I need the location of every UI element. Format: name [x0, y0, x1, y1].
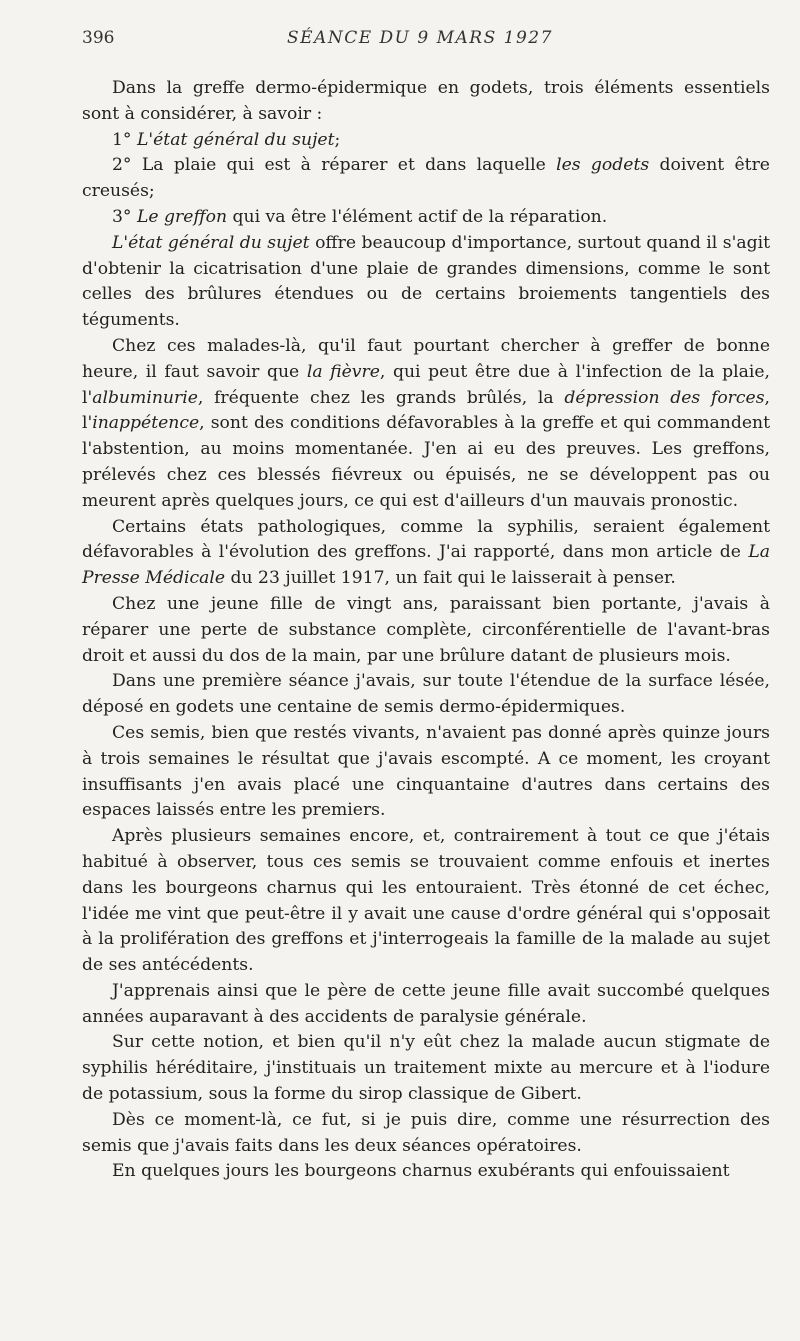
paragraph: J'apprenais ainsi que le père de cette jeune fille avait succombé quelques années auparavant à des accidents de paralysie générale.	[82, 980, 770, 1027]
paragraph: 1° L'état général du sujet;	[112, 129, 341, 150]
paragraph: Sur cette notion, et bien qu'il n'y eût chez la malade aucun stigmate de syphilis héréditaire, j'instituais un traitement mixte au mercure et à l'iodure de potassium, sous la forme du sirop classique de Gibert.	[82, 1032, 770, 1105]
paragraph: 2° La plaie qui est à réparer et dans laquelle les godets doivent être creusés;	[82, 155, 770, 202]
paragraph: Dans la greffe dermo-épidermique en godets, trois éléments essentiels sont à considérer, à savoir :	[82, 78, 770, 124]
paragraph: En quelques jours les bourgeons charnus exubérants qui enfouissaient	[112, 1161, 730, 1182]
paragraph: L'état général du sujet offre beaucoup d'importance, surtout quand il s'agit d'obtenir la cicatrisation d'une plaie de grandes dimensions, comme le sont celles des brûlures étendues ou de certains broiements tangentiels des téguments.	[82, 232, 770, 331]
paragraph: Après plusieurs semaines encore, et, contrairement à tout ce que j'étais habitué à observer, tous ces semis se trouvaient comme enfouis et inertes dans les bourgeons charnus qui les entouraient. Très étonné de cet échec, l'idée me vint que peut-être il y avait une cause d'ordre général qui s'opposait à la prolifération des greffons et j'interrogeais la famille de la malade au sujet de ses antécédents.	[82, 826, 770, 976]
paragraph: Chez ces malades-là, qu'il faut pourtant chercher à greffer de bonne heure, il faut savoir que la fièvre, qui peut être due à l'infection de la plaie, l'albuminurie, fréquente chez les grands brûlés, la dépression des forces, l'inappétence, sont des conditions défavorables à la greffe et qui commandent l'abstention, au moins momentanée. J'en ai eu des preuves. Les greffons, prélevés chez ces blessés fiévreux ou épuisés, ne se développent pas ou meurent après quelques jours, ce qui est d'ailleurs d'un mauvais pronostic.	[82, 335, 770, 511]
paragraph: Dans une première séance j'avais, sur toute l'étendue de la surface lésée, déposé en godets une centaine de semis dermo-épidermiques.	[82, 671, 770, 718]
running-title: SÉANCE DU 9 MARS 1927	[287, 28, 553, 48]
body-text	[82, 76, 770, 1185]
paragraph: Dès ce moment-là, ce fut, si je puis dire, comme une résurrection des semis que j'avais faits dans les deux séances opératoires.	[82, 1109, 770, 1156]
paragraph: 3° Le greffon qui va être l'élément actif de la réparation.	[112, 206, 608, 227]
paragraph: Certains états pathologiques, comme la syphilis, seraient également défavorables à l'évolution des greffons. J'ai rapporté, dans mon article de La Presse Médicale du 23 juillet 1917, un fait qui le laisserait à penser.	[82, 516, 770, 589]
paragraph: Ces semis, bien que restés vivants, n'avaient pas donné après quinze jours à trois semaines le résultat que j'avais escompté. A ce moment, les croyant insuffisants j'en avais placé une cinquantaine d'autres dans certains des espaces laissés entre les premiers.	[82, 722, 770, 821]
page-header	[82, 26, 770, 54]
page-number: 396	[82, 28, 115, 48]
paragraph: Chez une jeune fille de vingt ans, paraissant bien portante, j'avais à réparer une perte de substance complète, circonférentielle de l'avant-bras droit et aussi du dos de la main, par une brûlure datant de plusieurs mois.	[82, 593, 770, 666]
